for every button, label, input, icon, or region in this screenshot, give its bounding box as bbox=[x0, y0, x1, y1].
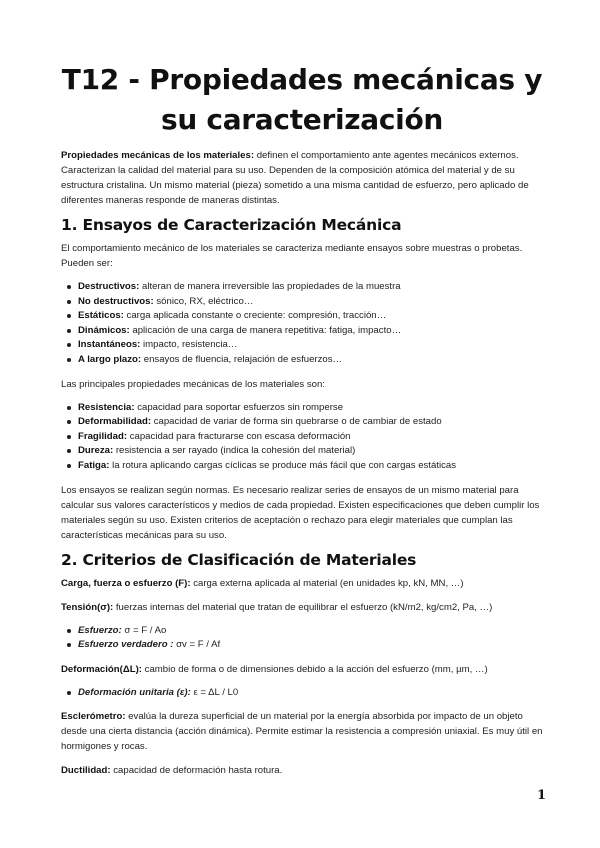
list-item: Esfuerzo: σ = F / Ao bbox=[78, 624, 543, 639]
list-item: Fatiga: la rotura aplicando cargas cíclicas se produce más fácil que con cargas estáticas bbox=[78, 459, 543, 474]
intro-text: definen el comportamiento ante agentes mecánicos externos. Caracterizan la calidad del material para su uso. Dependen de la composición atómica del material y de su estructura cristalina. Un mismo material (pieza) sometido a una misma cantidad de esfuerzo, pero aplicado de diferentes maneras responde de maneras distintas. bbox=[61, 150, 529, 206]
list-item: Instantáneos: impacto, resistencia… bbox=[78, 338, 543, 353]
ductilidad-paragraph: Ductilidad: capacidad de deformación hasta rotura. bbox=[61, 765, 283, 777]
section-1-heading: 1. Ensayos de Caracterización Mecánica bbox=[61, 216, 402, 234]
test-types-list bbox=[61, 280, 543, 368]
esclerometro-paragraph: Esclerómetro: evalúa la dureza superficial de un material por la energía absorbida por impacto de un objeto desde una cierta distancia (acción dinámica). Permite estimar la resistencia a compresión uniaxial. Es muy útil en hormigones y rocas. bbox=[61, 711, 543, 753]
section-2-heading: 2. Criterios de Clasificación de Materiales bbox=[61, 550, 417, 569]
intro-term: Propiedades mecánicas de los materiales: bbox=[61, 150, 255, 161]
document-page bbox=[61, 60, 543, 778]
list-item: Estáticos: carga aplicada constante o creciente: compresión, tracción… bbox=[78, 309, 543, 324]
section-1-intro: El comportamiento mecánico de los materiales se caracteriza mediante ensayos sobre muestras o probetas. Pueden ser: bbox=[61, 243, 523, 269]
page-number: 1 bbox=[536, 788, 546, 803]
properties-intro: Las principales propiedades mecánicas de los materiales son: bbox=[61, 378, 325, 390]
list-item: Deformabilidad: capacidad de variar de forma sin quebrarse o de cambiar de estado bbox=[78, 415, 543, 430]
list-item: Destructivos: alteran de manera irreversible las propiedades de la muestra bbox=[78, 280, 543, 295]
title-line-2: su caracterización bbox=[160, 103, 444, 136]
deformacion-paragraph: Deformación(ΔL): cambio de forma o de dimensiones debido a la acción del esfuerzo (mm, µm, …) bbox=[61, 663, 488, 675]
list-item: Esfuerzo verdadero : σv = F / Af bbox=[78, 638, 543, 653]
intro-paragraph bbox=[61, 148, 543, 208]
carga-paragraph: Carga, fuerza o esfuerzo (F): carga externa aplicada al material (en unidades kp, kN, MN, …) bbox=[61, 577, 464, 589]
list-item: Resistencia: capacidad para soportar esfuerzos sin romperse bbox=[78, 401, 543, 416]
deformacion-list bbox=[61, 686, 543, 701]
tension-paragraph: Tensión(σ): fuerzas internas del material que tratan de equilibrar el esfuerzo (kN/m2, kg/cm2, Pa, …) bbox=[61, 601, 493, 613]
tension-list bbox=[61, 624, 543, 653]
list-item: Dureza: resistencia a ser rayado (indica la cohesión del material) bbox=[78, 444, 543, 459]
page-title bbox=[61, 60, 543, 140]
list-item: Dinámicos: aplicación de una carga de manera repetitiva: fatiga, impacto… bbox=[78, 324, 543, 339]
title-line-1: T12 - Propiedades mecánicas y bbox=[61, 63, 543, 96]
list-item: No destructivos: sónico, RX, eléctrico… bbox=[78, 295, 543, 310]
list-item: A largo plazo: ensayos de fluencia, relajación de esfuerzos… bbox=[78, 353, 543, 368]
list-item: Fragilidad: capacidad para fracturarse con escasa deformación bbox=[78, 430, 543, 445]
properties-list bbox=[61, 401, 543, 474]
list-item: Deformación unitaria (ε): ε = ΔL / L0 bbox=[78, 686, 543, 701]
section-1-closing: Los ensayos se realizan según normas. Es necesario realizar series de ensayos de un mismo material para calcular sus valores característicos y medios de cada propiedad. Existen especificaciones que deben cumplir los materiales según su uso. Existen criterios de aceptación o rechazo para elegir materiales que cumplan las características mecánicas para su uso. bbox=[61, 484, 540, 541]
